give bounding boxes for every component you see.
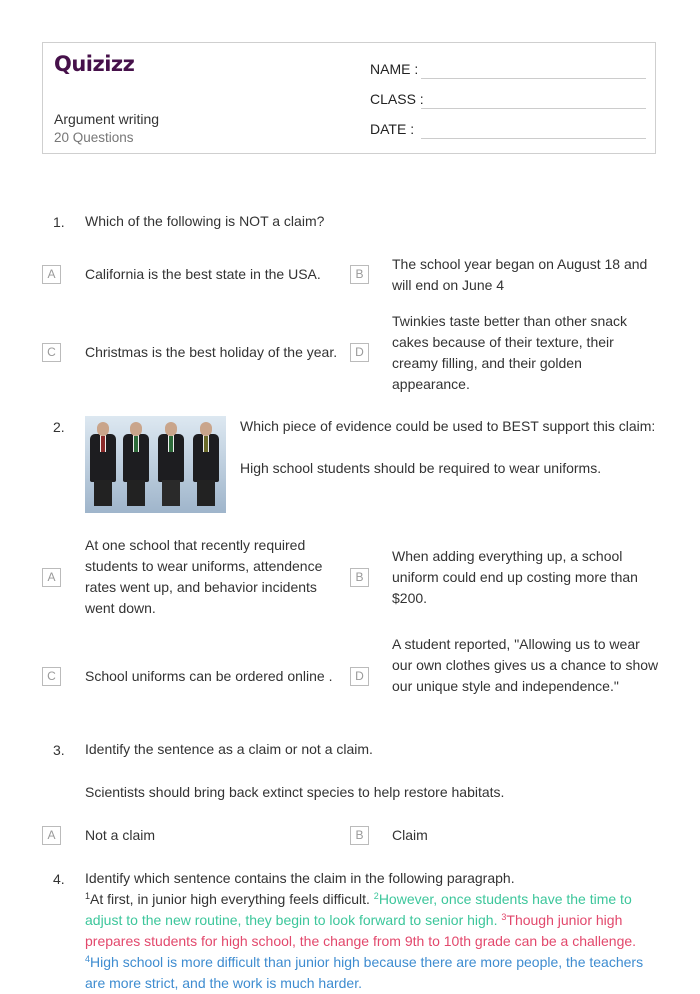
question-prompt: Identify the sentence as a claim or not a claim. [85, 741, 373, 757]
worksheet-title: Argument writing [54, 111, 160, 127]
option-text: Claim [392, 827, 428, 843]
question-count: 20 Questions [54, 130, 134, 145]
option-letter-box[interactable]: C [42, 343, 61, 362]
option-text: At one school that recently required students to wear uniforms, attendence rates went up, and behavior incidents went down. [85, 537, 323, 616]
paragraph-sentence-4: $^4$High school is more difficult than junior high because there are more people, the teachers are more strict, and the work is much harder. [85, 954, 644, 991]
option-text: School uniforms can be ordered online . [85, 668, 333, 684]
option-letter-box[interactable]: D [350, 343, 369, 362]
option-letter-box[interactable]: C [42, 667, 61, 686]
question-number: 4. [53, 871, 65, 887]
option-text: California is the best state in the USA. [85, 266, 321, 282]
question-number: 3. [53, 742, 65, 758]
name-label: NAME : [370, 61, 419, 77]
option-letter-box[interactable]: A [42, 568, 61, 587]
option-text: Twinkies taste better than other snack cakes because of their texture, their creamy filling, and their golden appearance. [392, 313, 628, 392]
question-number: 2. [53, 419, 65, 435]
student-figure [191, 422, 221, 508]
class-label: CLASS : [370, 91, 424, 107]
question-prompt: Which piece of evidence could be used to BEST support this claim: [240, 418, 656, 434]
worksheet-header [42, 42, 656, 154]
option-letter-box[interactable]: A [42, 826, 61, 845]
option-letter-box[interactable]: B [350, 265, 369, 284]
question-prompt: Which of the following is NOT a claim? [85, 213, 325, 229]
option-letter-box[interactable]: B [350, 826, 369, 845]
option-letter-box[interactable]: A [42, 265, 61, 284]
class-line[interactable] [421, 108, 646, 109]
option-letter-box[interactable]: D [350, 667, 369, 686]
question-prompt: Identify which sentence contains the claim in the following paragraph. [85, 870, 515, 886]
name-line[interactable] [421, 78, 646, 79]
option-text: A student reported, "Allowing us to wear our own clothes gives us a chance to show our unique style and independence." [392, 636, 659, 694]
students-in-uniform-photo [85, 416, 226, 513]
option-letter-box[interactable]: B [350, 568, 369, 587]
quizizz-logo: Quizizz [54, 52, 135, 76]
date-label: DATE : [370, 121, 415, 137]
option-text: Not a claim [85, 827, 156, 843]
question-number: 1. [53, 214, 65, 230]
paragraph-sentence-1: $^1$At first, in junior high everything feels difficult. [85, 891, 374, 907]
option-text: The school year began on August 18 and will end on June 4 [392, 256, 648, 293]
date-line[interactable] [421, 138, 646, 139]
option-text: When adding everything up, a school uniform could end up costing more than $200. [392, 548, 638, 606]
student-figure [156, 422, 186, 508]
option-text: Christmas is the best holiday of the year. [85, 344, 338, 360]
paragraph-sentence-3: $^3$Though junior high prepares students for high school, the change from 9th to 10th grade can be a challenge. [85, 912, 637, 949]
student-figure [88, 422, 118, 508]
claim-paragraph [85, 889, 660, 994]
question-sentence: Scientists should bring back extinct species to help restore habitats. [85, 784, 505, 800]
paragraph-sentence-2: $^2$However, once students have the time to adjust to the new routine, they begin to look forward to senior high. [85, 891, 632, 928]
student-figure [121, 422, 151, 508]
question-claim: High school students should be required to wear uniforms. [240, 460, 602, 476]
